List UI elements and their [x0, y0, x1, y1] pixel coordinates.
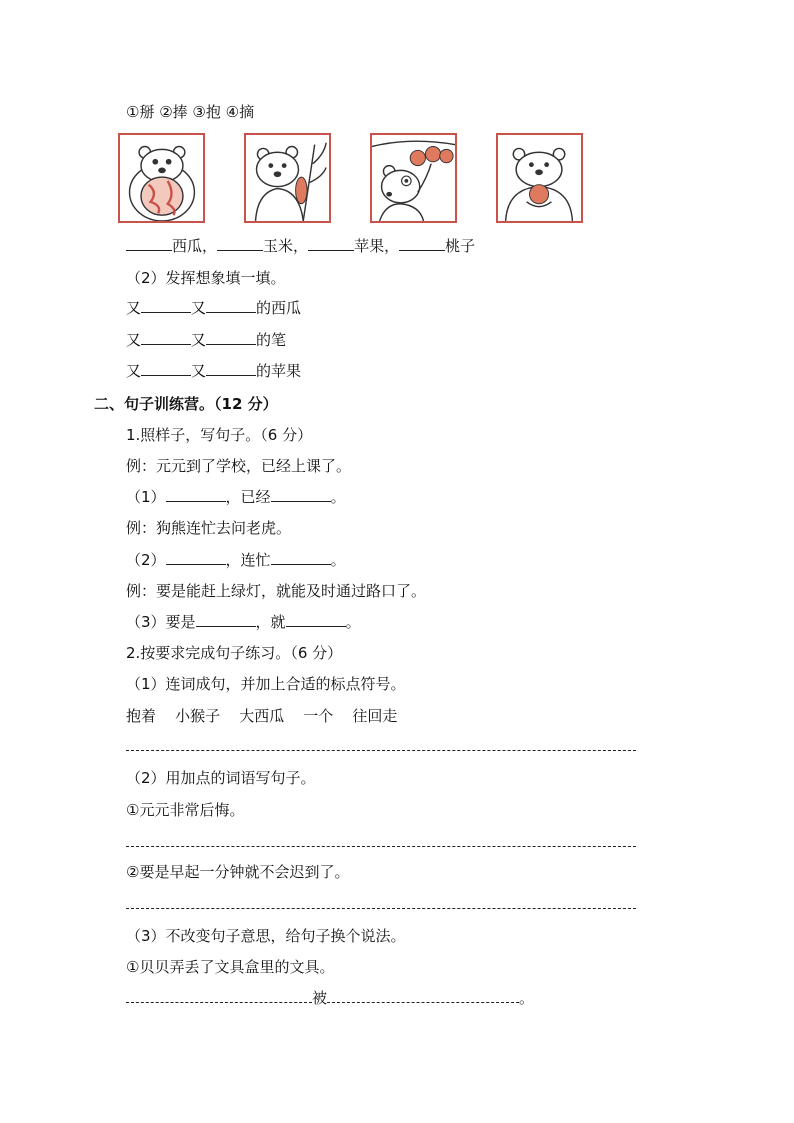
question-2-3: （3）不改变句子意思，给句子换个说法。: [126, 927, 406, 945]
verb-options: ①掰 ②捧 ③抱 ④摘: [126, 103, 255, 121]
question-1-title: 1.照样子，写句子。（6 分）: [126, 426, 313, 444]
bear-hugging-watermelon-image: [118, 133, 205, 223]
object-peach: 桃子: [445, 237, 476, 255]
object-corn: 玉米: [263, 237, 294, 255]
blank-4[interactable]: [399, 238, 445, 251]
section-title: 二、句子训练营。（12 分）: [94, 395, 278, 413]
blank-you-3a[interactable]: [141, 363, 191, 376]
object-watermelon: 西瓜: [172, 237, 203, 255]
sentence-3: ①贝贝弄丢了文具盒里的文具。: [126, 958, 335, 976]
question-2-1: （1）连词成句，并加上合适的标点符号。: [126, 675, 406, 693]
blank-after-bei[interactable]: [327, 990, 519, 1003]
fill-sentence-2: （2） ，连忙 。: [126, 551, 346, 569]
answer-line-3[interactable]: [126, 908, 636, 909]
example-3: 例：要是能赶上绿灯，就能及时通过路口了。: [126, 582, 427, 600]
blank-s1a[interactable]: [166, 489, 226, 502]
blank-s3a[interactable]: [196, 614, 256, 627]
blank-s2a[interactable]: [166, 552, 226, 565]
blank-you-3b[interactable]: [206, 363, 256, 376]
blank-s1b[interactable]: [271, 489, 331, 502]
blank-before-bei[interactable]: [126, 990, 312, 1003]
fill-sentence-3: （3）要是 ，就 。: [126, 613, 361, 631]
you-row: 又 又 的笔: [126, 331, 287, 349]
bear-picking-apples-image: [370, 133, 457, 223]
blank-you-2b[interactable]: [206, 332, 256, 345]
question-2-2: （2）用加点的词语写句子。: [126, 769, 316, 787]
blank-2[interactable]: [217, 238, 263, 251]
picture-fill-row: 西瓜， 玉米， 苹果， 桃子: [126, 236, 475, 256]
blank-you-1a[interactable]: [141, 300, 191, 313]
blank-s3b[interactable]: [286, 614, 346, 627]
question-imagine: （2）发挥想象填一填。: [126, 269, 286, 287]
blank-s2b[interactable]: [271, 552, 331, 565]
you-row: 又 又 的苹果: [126, 362, 302, 380]
bear-breaking-corn-image: [244, 133, 331, 223]
blank-1[interactable]: [126, 238, 172, 251]
sentence-2: ②要是早起一分钟就不会迟到了。: [126, 863, 350, 881]
example-1: 例：元元到了学校，已经上课了。: [126, 457, 352, 475]
word-list: 抱着 小猴子 大西瓜 一个 往回走: [126, 707, 398, 725]
bei-rewrite-row: 被 。: [126, 988, 534, 1008]
blank-3[interactable]: [308, 238, 354, 251]
object-apple: 苹果: [354, 237, 385, 255]
sentence-1: ①元元非常后悔。: [126, 801, 245, 819]
answer-line-1[interactable]: [126, 750, 636, 751]
example-2: 例：狗熊连忙去问老虎。: [126, 519, 292, 537]
blank-you-2a[interactable]: [141, 332, 191, 345]
fill-sentence-1: （1） ，已经 。: [126, 488, 346, 506]
answer-line-2[interactable]: [126, 846, 636, 847]
bear-holding-peach-image: [496, 133, 583, 223]
blank-you-1b[interactable]: [206, 300, 256, 313]
you-row: 又 又 的西瓜: [126, 299, 302, 317]
question-2-title: 2.按要求完成句子练习。（6 分）: [126, 644, 343, 662]
